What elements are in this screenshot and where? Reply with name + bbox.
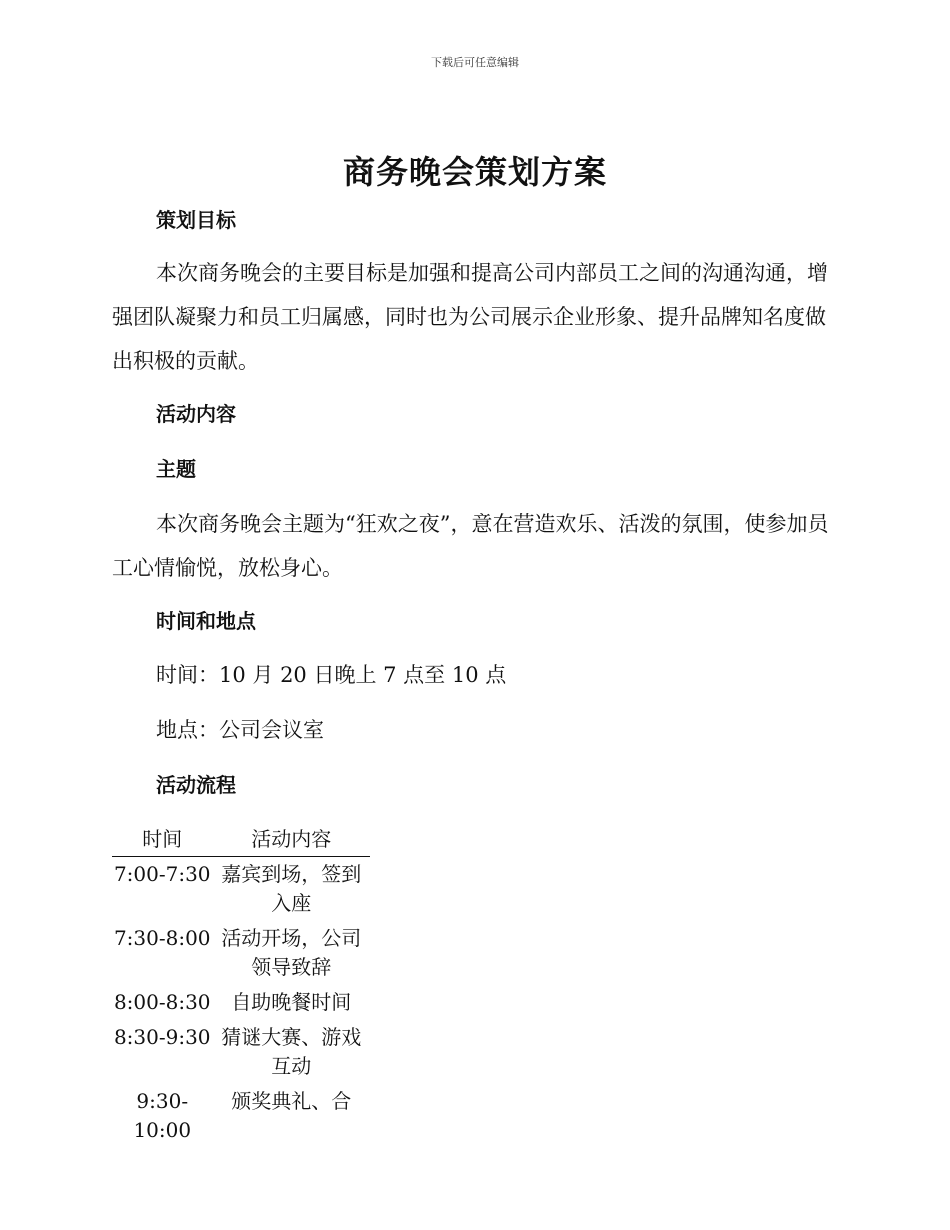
paragraph-theme: 本次商务晚会主题为“狂欢之夜”，意在营造欢乐、活泼的氛围，使参加员工心情愉悦，放松身心。 bbox=[112, 512, 829, 580]
schedule-activity-cell: 颁奖典礼、合 bbox=[231, 1089, 352, 1113]
heading-time-and-place: 时间和地点 bbox=[156, 609, 256, 633]
heading-theme: 主题 bbox=[156, 457, 196, 481]
table-row bbox=[112, 1020, 370, 1084]
page-header-note: 下载后可任意编辑 bbox=[431, 56, 519, 69]
table-row bbox=[112, 1084, 370, 1148]
heading-planning-goals: 策划目标 bbox=[156, 208, 236, 232]
schedule-time-cell: 9:30-10:00 bbox=[133, 1089, 192, 1142]
column-header-activity: 活动内容 bbox=[213, 825, 370, 857]
table-row bbox=[112, 985, 370, 1020]
schedule-time-cell: 8:00-8:30 bbox=[113, 990, 211, 1014]
schedule-time-cell: 7:00-7:30 bbox=[113, 862, 211, 886]
schedule-header-row bbox=[112, 825, 370, 857]
paragraph-planning-goals: 本次商务晚会的主要目标是加强和提高公司内部员工之间的沟通沟通，增强团队凝聚力和员工归属感，同时也为公司展示企业形象、提升品牌知名度做出积极的贡献。 bbox=[112, 261, 828, 373]
table-row bbox=[112, 921, 370, 985]
heading-activity-content: 活动内容 bbox=[156, 402, 236, 426]
column-header-time: 时间 bbox=[112, 825, 213, 857]
time-line: 时间：10 月 20 日晚上 7 点至 10 点 bbox=[156, 663, 507, 687]
schedule-activity-cell: 自助晚餐时间 bbox=[231, 990, 352, 1014]
schedule-table bbox=[112, 825, 370, 1148]
place-line: 地点：公司会议室 bbox=[156, 718, 324, 742]
schedule-time-cell: 8:30-9:30 bbox=[113, 1025, 211, 1049]
schedule-time-cell: 7:30-8:00 bbox=[113, 926, 211, 950]
schedule-activity-cell: 猜谜大赛、游戏互动 bbox=[221, 1025, 362, 1078]
document-title: 商务晚会策划方案 bbox=[342, 153, 607, 191]
schedule-activity-cell: 嘉宾到场，签到入座 bbox=[221, 862, 362, 915]
table-row bbox=[112, 857, 370, 922]
schedule-activity-cell: 活动开场，公司领导致辞 bbox=[221, 926, 362, 979]
heading-activity-flow: 活动流程 bbox=[156, 773, 236, 797]
